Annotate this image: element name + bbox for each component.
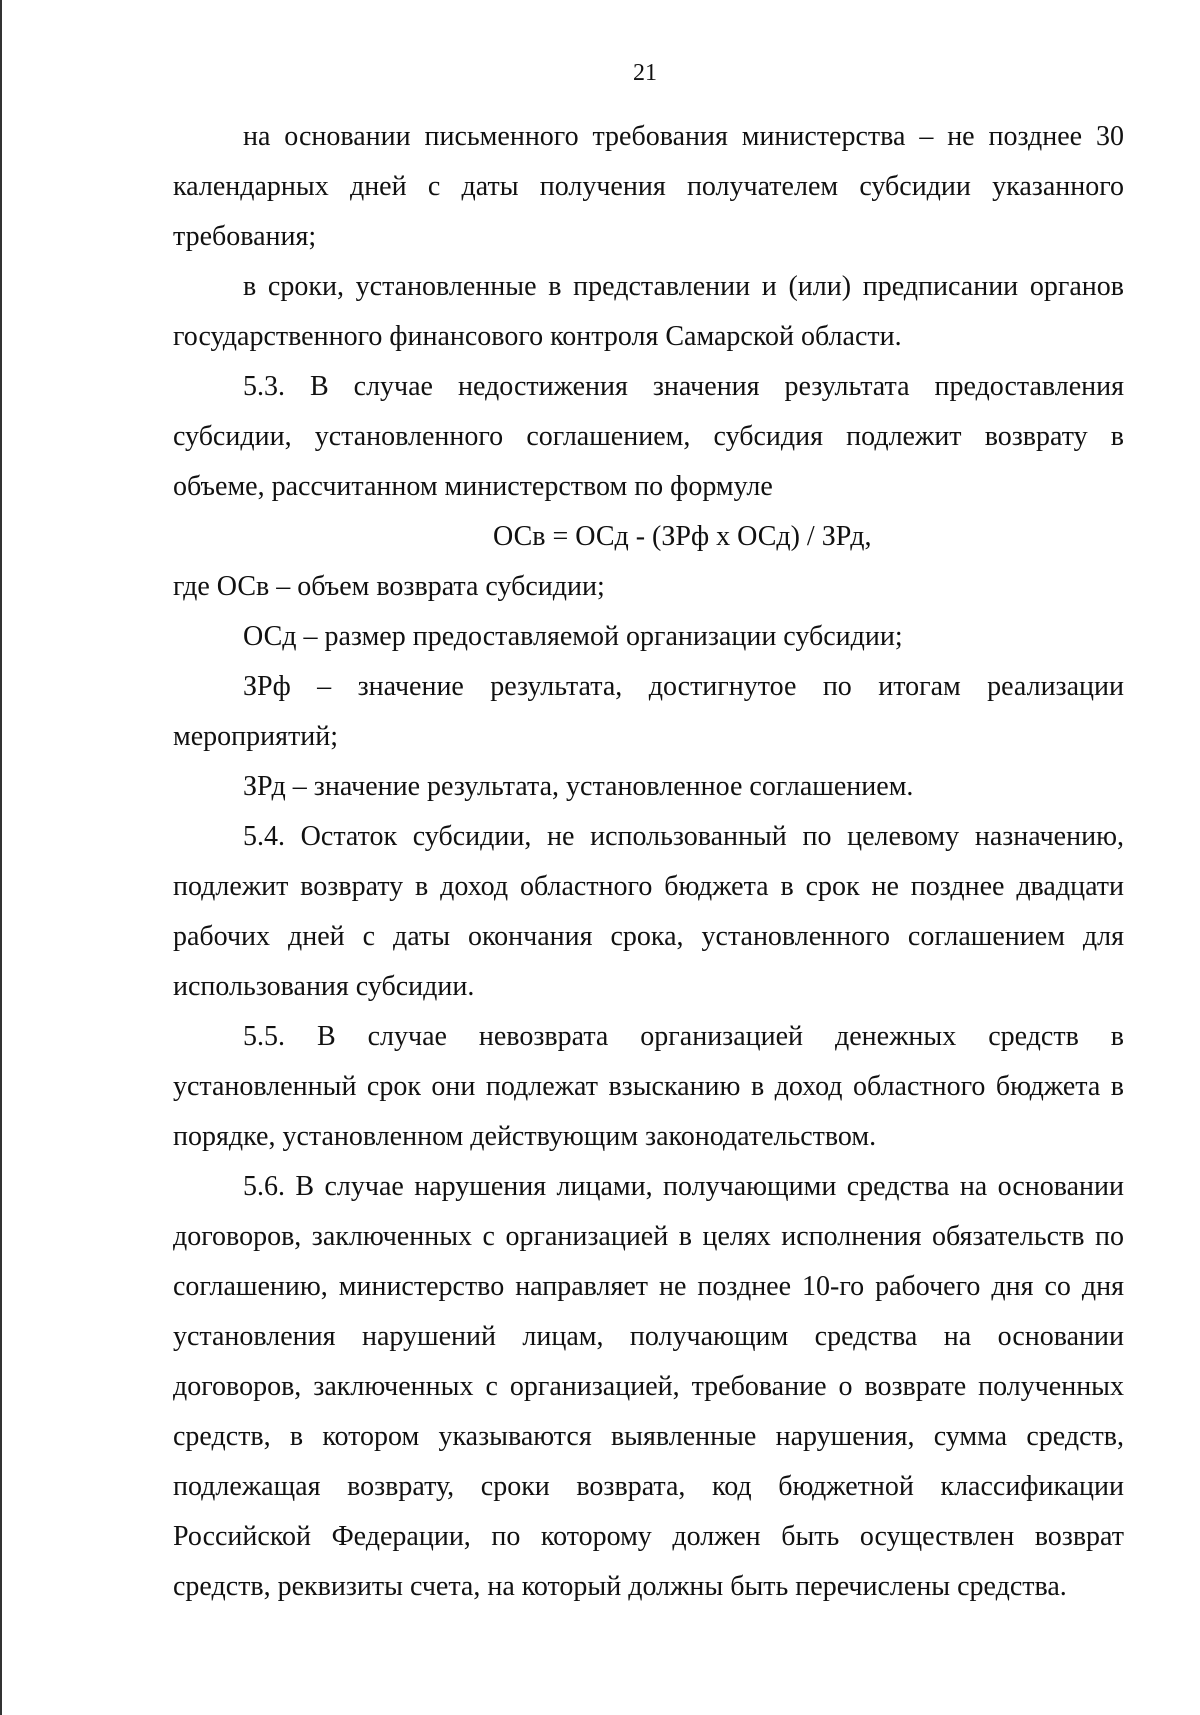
definition-osd: ОСд – размер предоставляемой организации субсидии; — [243, 621, 903, 652]
scan-edge-line — [0, 0, 2, 1715]
paragraph-written-request: на основании письменного требования министерства – не позднее 30 календарных дней с даты получения получателем субсидии указанного требования; — [173, 121, 1124, 252]
document-body — [173, 112, 1124, 1612]
page-number: 21 — [633, 60, 657, 86]
paragraph-clause-5-4: 5.4. Остаток субсидии, не использованный по целевому назначению, подлежит возврату в доход областного бюджета в срок не позднее двадцати рабочих дней с даты окончания срока, установленного соглашением для использования субсидии. — [173, 821, 1124, 1002]
paragraph-control-deadlines: в сроки, установленные в представлении и (или) предписании органов государственного финансового контроля Самарской области. — [173, 271, 1124, 352]
definition-osv: где ОСв – объем возврата субсидии; — [173, 571, 605, 602]
definition-zrf: ЗРф – значение результата, достигнутое по итогам реализации мероприятий; — [173, 671, 1124, 752]
paragraph-clause-5-5: 5.5. В случае невозврата организацией денежных средств в установленный срок они подлежат взысканию в доход областного бюджета в порядке, установленном действующим законодательством. — [173, 1021, 1124, 1152]
paragraph-clause-5-6: 5.6. В случае нарушения лицами, получающими средства на основании договоров, заключенных с организацией в целях исполнения обязательств по соглашению, министерство направляет не позднее 10-го рабочего дня со дня установления нарушений лицам, получающим средства на основании договоров, заключенных с организацией, требование о возврате полученных средств, в котором указываются выявленные нарушения, сумма средств, подлежащая возврату, сроки возврата, код бюджетной классификации Российской Федерации, по которому должен быть осуществлен возврат средств, реквизиты счета, на который должны быть перечислены средства. — [173, 1171, 1124, 1602]
paragraph-clause-5-3: 5.3. В случае недостижения значения результата предоставления субсидии, установленного соглашением, субсидия подлежит возврату в объеме, рассчитанном министерством по формуле — [173, 371, 1124, 502]
refund-formula: ОСв = ОСд - (ЗРф х ОСд) / ЗРд, — [493, 521, 872, 552]
definition-zrd: ЗРд – значение результата, установленное соглашением. — [243, 771, 914, 802]
